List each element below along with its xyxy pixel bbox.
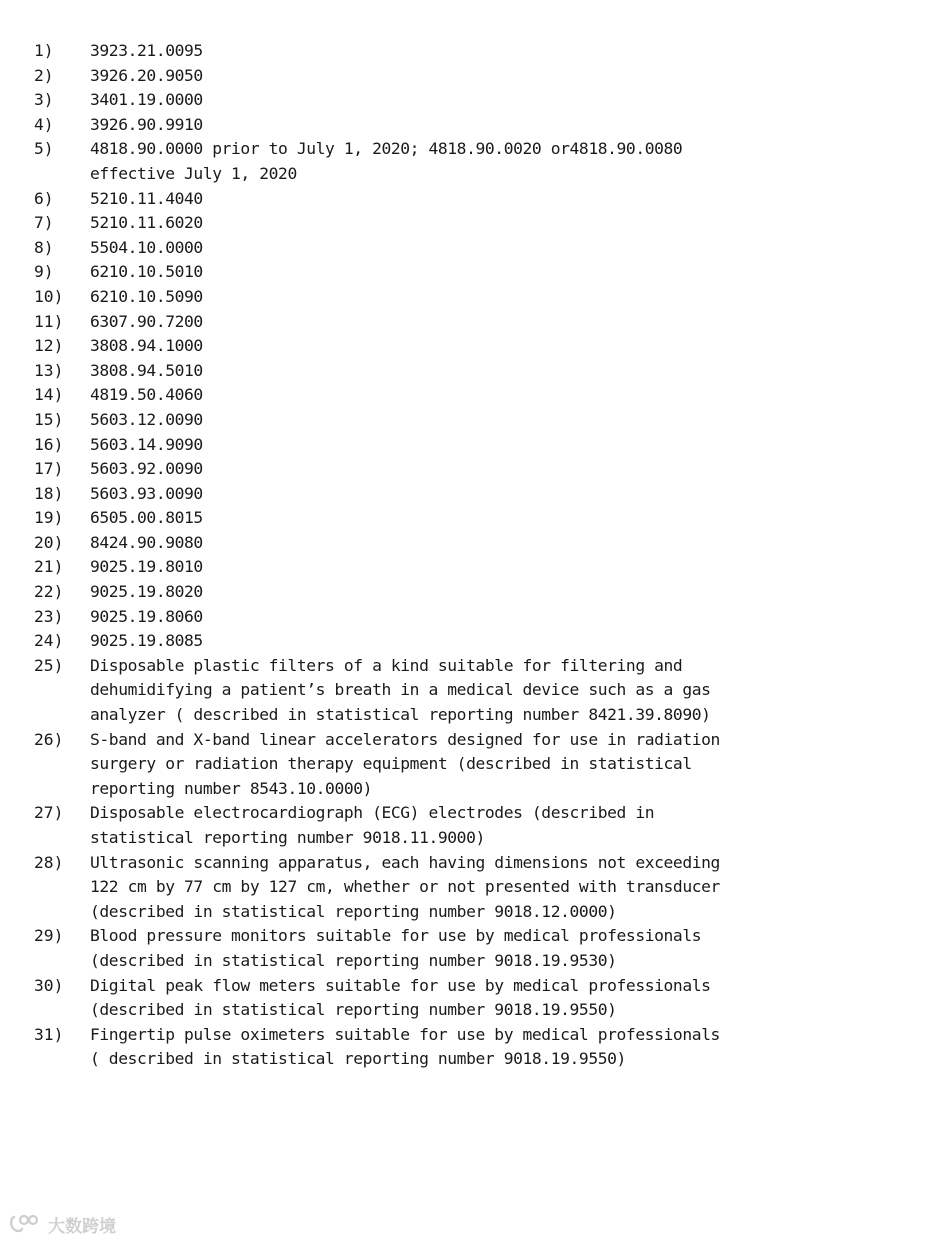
list-item — [34, 555, 914, 580]
item-text: 4818.90.0000 prior to July 1, 2020; 4818.90.0020 or4818.90.0080 effective July 1, 2020 — [90, 139, 683, 183]
item-text: 3926.20.9050 — [90, 65, 203, 85]
list-item — [34, 974, 914, 1023]
item-text: 8424.90.9080 — [90, 532, 203, 552]
item-text: 9025.19.8060 — [90, 606, 203, 626]
item-number: 10) — [34, 286, 64, 306]
item-text: 6210.10.5090 — [90, 286, 203, 306]
item-text: 5504.10.0000 — [90, 237, 203, 257]
item-number: 28) — [34, 852, 64, 872]
item-text: 9025.19.8010 — [90, 557, 203, 577]
item-number: 30) — [34, 975, 64, 995]
item-text: 9025.19.8020 — [90, 582, 203, 602]
item-text: 3808.94.5010 — [90, 360, 203, 380]
item-number: 25) — [34, 655, 64, 675]
item-number: 4) — [34, 114, 54, 134]
list-item — [34, 801, 914, 850]
list-item — [34, 457, 914, 482]
item-number: 23) — [34, 606, 64, 626]
item-number: 19) — [34, 508, 64, 528]
item-number: 27) — [34, 803, 64, 823]
item-text: 5603.92.0090 — [90, 459, 203, 479]
item-text: Fingertip pulse oximeters suitable for use by medical professionals ( described in statistical reporting number 9018.19.9550) — [90, 1024, 720, 1069]
list-item — [34, 506, 914, 531]
list-item — [34, 531, 914, 556]
item-number: 3) — [34, 90, 54, 110]
item-number: 8) — [34, 237, 54, 257]
item-text: Ultrasonic scanning apparatus, each having dimensions not exceeding 122 cm by 77 cm by 127 cm, whether or not presented with transducer (described in statistical reporting number 9018.12.0000) — [90, 852, 720, 921]
item-number: 13) — [34, 360, 64, 380]
item-text: 5603.14.9090 — [90, 434, 203, 454]
item-number: 18) — [34, 483, 64, 503]
item-number: 16) — [34, 434, 64, 454]
item-number: 5) — [34, 139, 54, 159]
list-item — [34, 359, 914, 384]
item-text: Disposable electrocardiograph (ECG) electrodes (described in statistical reporting number 9018.11.9000) — [90, 803, 655, 847]
watermark-text: 大数跨境 — [48, 1216, 116, 1237]
list-item — [34, 654, 914, 728]
item-number: 6) — [34, 188, 54, 208]
item-text: 9025.19.8085 — [90, 631, 203, 651]
item-number: 7) — [34, 213, 54, 233]
list-item — [34, 39, 914, 64]
item-number: 2) — [34, 65, 54, 85]
item-number: 22) — [34, 582, 64, 602]
item-text: 5210.11.6020 — [90, 213, 203, 233]
item-text: 6505.00.8015 — [90, 508, 203, 528]
item-number: 29) — [34, 926, 64, 946]
document-list — [34, 39, 914, 1072]
list-item — [34, 605, 914, 630]
item-text: 6210.10.5010 — [90, 262, 203, 282]
item-text: Digital peak flow meters suitable for use by medical professionals (described in statistical reporting number 9018.19.9550) — [90, 975, 711, 1020]
item-text: 5603.12.0090 — [90, 409, 203, 429]
watermark — [8, 1211, 116, 1237]
list-item — [34, 728, 914, 802]
item-text: Disposable plastic filters of a kind suitable for filtering and dehumidifying a patient’s breath in a medical device such as a gas analyzer ( described in statistical reporting number 8421.39.8090) — [90, 655, 711, 725]
item-text: 3401.19.0000 — [90, 90, 203, 110]
item-number: 21) — [34, 557, 64, 577]
list-item — [34, 236, 914, 261]
item-text: 6307.90.7200 — [90, 311, 203, 331]
list-item — [34, 64, 914, 89]
item-number: 15) — [34, 409, 64, 429]
list-item — [34, 187, 914, 212]
list-item — [34, 211, 914, 236]
list-item — [34, 629, 914, 654]
item-text: 3926.90.9910 — [90, 114, 203, 134]
item-number: 24) — [34, 631, 64, 651]
item-number: 14) — [34, 385, 64, 405]
item-text: 5210.11.4040 — [90, 188, 203, 208]
list-item — [34, 260, 914, 285]
list-item — [34, 334, 914, 359]
logo-icon — [8, 1213, 44, 1235]
list-item — [34, 924, 914, 973]
list-item — [34, 408, 914, 433]
item-text: 5603.93.0090 — [90, 483, 203, 503]
item-text: 3808.94.1000 — [90, 336, 203, 356]
item-text: S-band and X-band linear accelerators designed for use in radiation surgery or radiation therapy equipment (described in statistical reporting number 8543.10.0000) — [90, 729, 720, 798]
item-number: 20) — [34, 532, 64, 552]
list-item — [34, 137, 914, 186]
item-text: Blood pressure monitors suitable for use by medical professionals (described in statistical reporting number 9018.19.9530) — [90, 926, 702, 970]
item-number: 9) — [34, 262, 54, 282]
list-item — [34, 383, 914, 408]
item-number: 1) — [34, 41, 54, 60]
list-item — [34, 580, 914, 605]
list-item — [34, 482, 914, 507]
item-number: 26) — [34, 729, 64, 749]
list-item — [34, 88, 914, 113]
list-item — [34, 1023, 914, 1072]
list-item — [34, 433, 914, 458]
item-number: 12) — [34, 336, 64, 356]
item-number: 11) — [34, 311, 64, 331]
item-text: 4819.50.4060 — [90, 385, 203, 405]
item-text: 3923.21.0095 — [90, 41, 203, 60]
item-number: 17) — [34, 459, 64, 479]
item-number: 31) — [34, 1024, 64, 1044]
list-item — [34, 113, 914, 138]
list-item — [34, 285, 914, 310]
list-item — [34, 310, 914, 335]
list-item — [34, 851, 914, 925]
